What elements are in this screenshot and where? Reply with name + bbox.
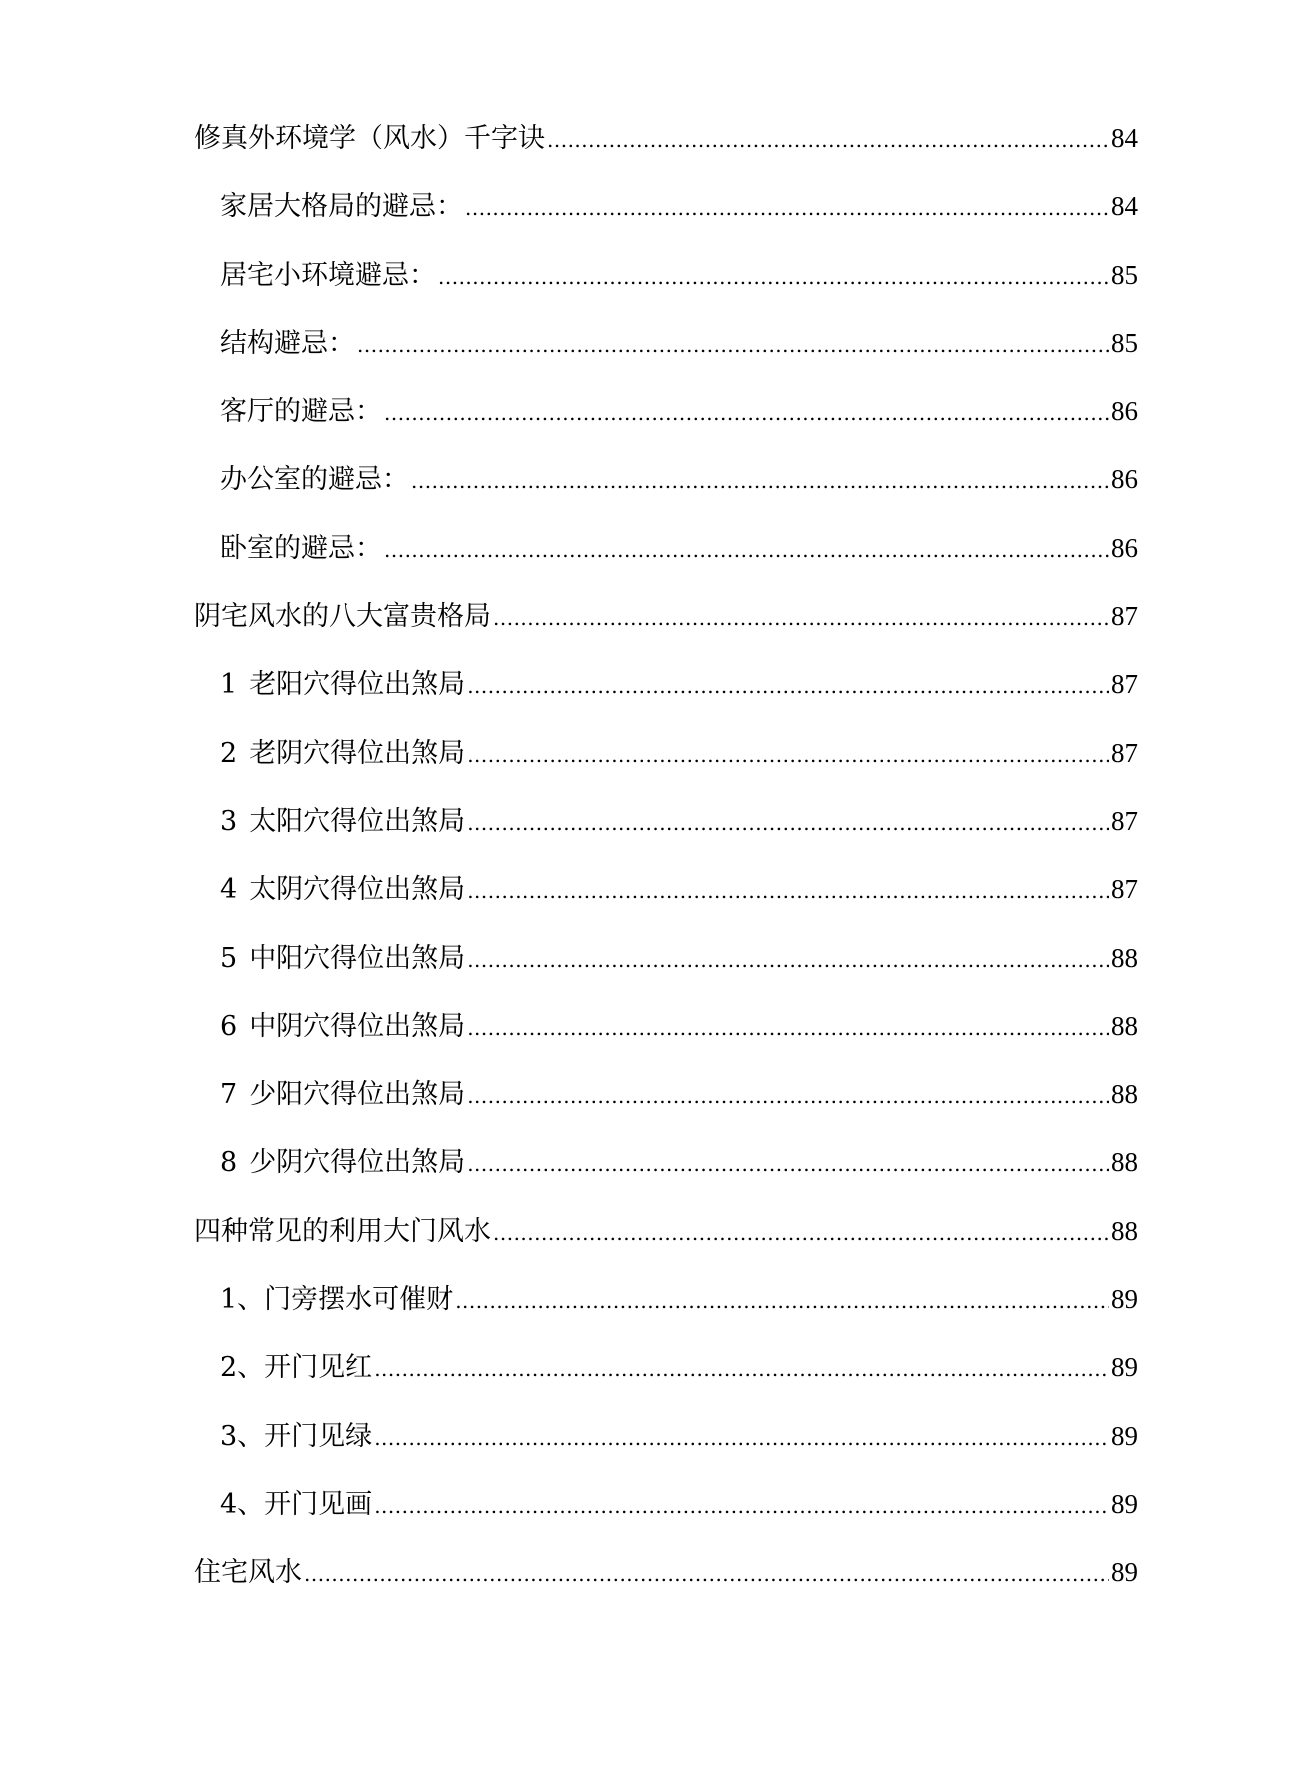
toc-entry-title: 四种常见的利用大门风水: [194, 1215, 491, 1247]
toc-entry-number: 8: [220, 1147, 238, 1179]
toc-entry-text: 中阴穴得位出煞局: [249, 1010, 466, 1042]
toc-leader-dots: [467, 948, 1109, 972]
toc-entry-title: 家居大格局的避忌：: [220, 191, 463, 223]
toc-entry-title: 住宅风水: [194, 1557, 302, 1589]
toc-page-number: 89: [1111, 1352, 1138, 1383]
toc-page-number: 88: [1111, 942, 1138, 973]
toc-entry-title: 1、门旁摆水可催财: [220, 1284, 454, 1316]
toc-entry-keting-biji[interactable]: [194, 389, 1138, 457]
table-of-contents: [194, 116, 1138, 1619]
toc-leader-dots: [467, 1084, 1109, 1108]
toc-entry-text: 老阴穴得位出煞局: [249, 737, 466, 769]
toc-entry-laoyin-xue[interactable]: [194, 731, 1138, 799]
toc-entry-text: 太阴穴得位出煞局: [249, 874, 466, 906]
toc-entry-title: [220, 799, 465, 838]
toc-entry-taiyin-xue[interactable]: [194, 867, 1138, 935]
toc-entry-title: 修真外环境学（风水）千字诀: [194, 123, 545, 154]
toc-page-number: 84: [1111, 191, 1138, 222]
toc-leader-dots: [384, 538, 1109, 562]
toc-entry-jiaju-dageju[interactable]: [194, 184, 1138, 252]
toc-page-number: 89: [1111, 1420, 1138, 1451]
toc-leader-dots: [357, 333, 1109, 357]
toc-entry-title: 卧室的避忌：: [220, 532, 382, 564]
toc-page-number: 89: [1111, 1557, 1138, 1588]
toc-entry-title: [220, 662, 465, 701]
toc-page-number: 87: [1111, 805, 1138, 836]
toc-leader-dots: [493, 606, 1109, 630]
toc-page-number: 89: [1111, 1284, 1138, 1315]
toc-entry-jiegou-biji[interactable]: [194, 321, 1138, 389]
toc-entry-number: 2: [220, 737, 238, 769]
toc-leader-dots: [374, 1494, 1109, 1518]
toc-entry-text: 老阳穴得位出煞局: [249, 669, 466, 701]
toc-leader-dots: [438, 265, 1109, 289]
toc-entry-text: 少阴穴得位出煞局: [249, 1147, 466, 1179]
toc-entry-title: 结构避忌：: [220, 327, 355, 359]
toc-leader-dots: [467, 743, 1109, 767]
toc-page-number: 86: [1111, 532, 1138, 563]
toc-leader-dots: [467, 1152, 1109, 1176]
toc-leader-dots: [493, 1221, 1109, 1245]
toc-entry-number: 7: [220, 1079, 238, 1111]
toc-entry-text: 少阳穴得位出煞局: [249, 1079, 466, 1111]
toc-entry-zhongyang-xue[interactable]: [194, 936, 1138, 1004]
toc-page-number: 89: [1111, 1488, 1138, 1519]
toc-entry-title: 2、开门见红: [220, 1352, 373, 1384]
toc-leader-dots: [411, 469, 1109, 493]
toc-entry-zhongyin-xue[interactable]: [194, 1004, 1138, 1072]
toc-entry-text: 中阳穴得位出煞局: [249, 942, 466, 974]
toc-entry-number: 5: [220, 942, 238, 974]
toc-leader-dots: [455, 1289, 1109, 1313]
toc-page-number: 87: [1111, 737, 1138, 768]
toc-entry-juzhai-xiaohuanjing[interactable]: [194, 253, 1138, 321]
toc-entry-number: 4: [220, 874, 238, 906]
toc-entry-number: 6: [220, 1010, 238, 1042]
toc-entry-title: [220, 867, 465, 906]
toc-entry-title: [220, 731, 465, 770]
toc-entry-shaoyang-xue[interactable]: [194, 1072, 1138, 1140]
toc-entry-zhuzhai-fengshui[interactable]: [194, 1550, 1138, 1618]
toc-entry-title: 客厅的避忌：: [220, 396, 382, 428]
toc-entry-kaimen-jianlv[interactable]: [194, 1414, 1138, 1482]
toc-entry-menpang-baishui[interactable]: [194, 1277, 1138, 1345]
toc-leader-dots: [465, 196, 1109, 220]
toc-entry-yinzhai-geju[interactable]: [194, 594, 1138, 662]
toc-entry-kaimen-jianhua[interactable]: [194, 1482, 1138, 1550]
toc-entry-title: 居宅小环境避忌：: [220, 259, 436, 291]
toc-page-number: 87: [1111, 669, 1138, 700]
toc-entry-damen-fengshui[interactable]: [194, 1209, 1138, 1277]
toc-entry-number: 3: [220, 805, 238, 837]
toc-leader-dots: [467, 811, 1109, 835]
toc-leader-dots: [384, 401, 1109, 425]
toc-entry-woshi-biji[interactable]: [194, 526, 1138, 594]
toc-page-number: 84: [1111, 123, 1138, 153]
toc-entry-title: 4、开门见画: [220, 1488, 373, 1520]
toc-page-number: 88: [1111, 1079, 1138, 1110]
toc-leader-dots: [547, 128, 1109, 152]
toc-leader-dots: [304, 1562, 1109, 1586]
toc-page-number: 88: [1111, 1215, 1138, 1246]
toc-entry-title: 办公室的避忌：: [220, 464, 409, 496]
toc-entry-taiyang-xue[interactable]: [194, 799, 1138, 867]
toc-page-number: 86: [1111, 396, 1138, 427]
toc-entry-xiuzhen-fengshui[interactable]: [194, 116, 1138, 184]
toc-entry-title: [220, 936, 465, 975]
toc-entry-title: 3、开门见绿: [220, 1420, 373, 1452]
toc-entry-title: [220, 1072, 465, 1111]
toc-page-number: 86: [1111, 464, 1138, 495]
toc-entry-laoyang-xue[interactable]: [194, 662, 1138, 730]
toc-entry-title: [220, 1004, 465, 1043]
toc-page-number: 87: [1111, 874, 1138, 905]
toc-leader-dots: [374, 1426, 1109, 1450]
toc-leader-dots: [374, 1357, 1109, 1381]
toc-page-number: 85: [1111, 327, 1138, 358]
toc-entry-title: [220, 1140, 465, 1179]
toc-entry-bangongshi-biji[interactable]: [194, 457, 1138, 525]
toc-entry-number: 1: [220, 669, 238, 701]
toc-page-number: 87: [1111, 601, 1138, 632]
toc-entry-kaimen-jianhong[interactable]: [194, 1345, 1138, 1413]
toc-page-number: 88: [1111, 1010, 1138, 1041]
toc-entry-text: 太阳穴得位出煞局: [249, 805, 466, 837]
toc-leader-dots: [467, 674, 1109, 698]
toc-leader-dots: [467, 1016, 1109, 1040]
toc-entry-title: 阴宅风水的八大富贵格局: [194, 601, 491, 633]
toc-page-number: 85: [1111, 259, 1138, 290]
toc-leader-dots: [467, 879, 1109, 903]
toc-page-number: 88: [1111, 1147, 1138, 1178]
toc-entry-shaoyin-xue[interactable]: [194, 1140, 1138, 1208]
